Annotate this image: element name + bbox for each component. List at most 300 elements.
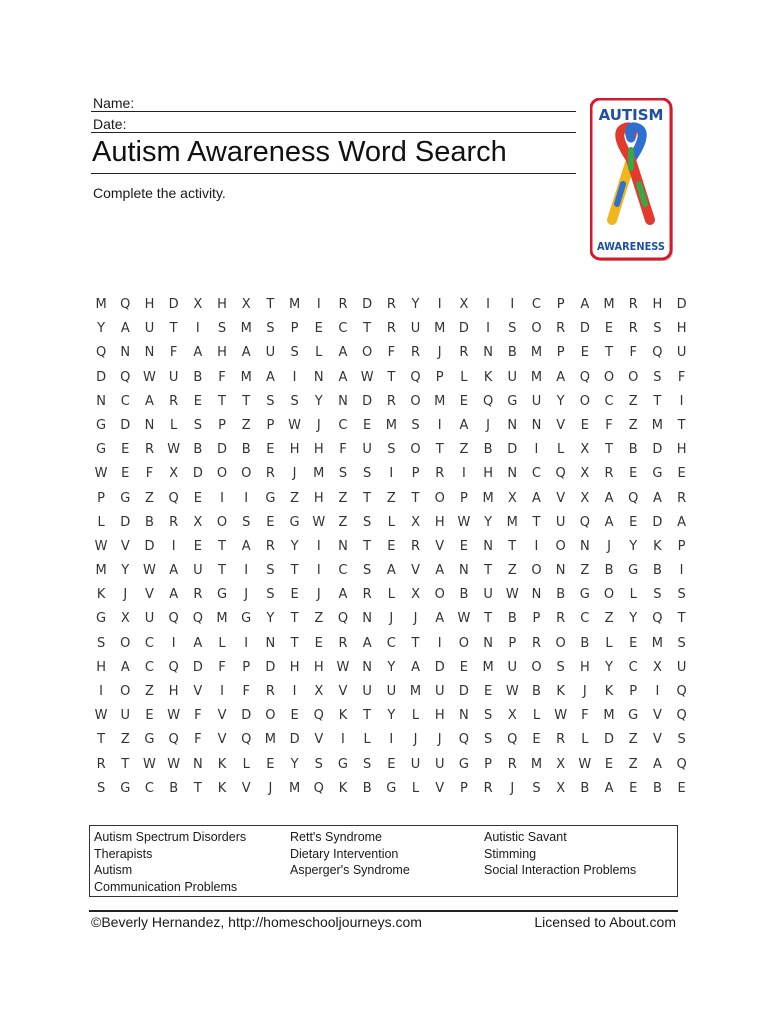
grid-letter: B [628,442,638,458]
grid-letter: Y [290,756,299,772]
grid-letter: A [604,490,614,506]
grid-letter: I [679,563,684,579]
grid-letter: S [96,780,106,796]
grid-row [89,731,694,755]
grid-letter: D [192,659,203,675]
grid-letter: D [217,442,228,458]
grid-letter: X [314,684,324,699]
grid-letter: O [531,321,542,337]
grid-letter: I [244,563,249,579]
grid-letter: U [362,442,372,458]
grid-letter: A [652,490,662,506]
grid-letter: B [362,780,372,796]
grid-letter: N [338,538,348,554]
word-item: Therapists [94,846,153,861]
grid-letter: Q [241,732,252,748]
grid-letter: U [193,563,203,579]
grid-letter: N [144,345,155,361]
grid-letter: R [338,297,348,312]
grid-letter: V [435,780,445,796]
grid-letter: G [96,611,107,627]
grid-row [89,344,694,368]
grid-letter: S [483,708,493,724]
grid-row [89,514,694,538]
grid-letter: Y [266,611,275,627]
grid-letter: Q [676,684,687,699]
grid-letter: G [241,611,252,627]
grid-letter: A [120,321,130,337]
grid-letter: S [193,417,202,433]
grid-letter: J [437,732,442,748]
grid-letter: O [410,393,421,409]
grid-letter: Z [628,756,638,772]
grid-letter: W [505,684,519,699]
grid-letter: Q [313,708,324,724]
grid-letter: F [605,417,613,433]
grid-letter: U [507,369,518,385]
grid-letter: W [167,442,181,458]
grid-letter: T [193,780,202,796]
grid-letter: U [144,321,155,337]
grid-letter: J [268,780,273,796]
grid-letter: N [144,417,155,433]
grid-letter: T [484,563,493,579]
grid-letter: N [338,393,348,409]
badge-bottom-text: AWARENESS [597,240,666,253]
grid-letter: A [120,659,130,675]
grid-row [89,610,694,634]
grid-letter: X [580,442,590,458]
grid-letter: S [217,321,227,337]
grid-letter: R [362,587,372,603]
grid-letter: H [434,514,445,530]
grid-letter: Z [314,611,324,627]
grid-letter: R [411,345,421,361]
grid-letter: F [339,442,347,458]
grid-letter: H [313,490,324,506]
grid-letter: W [94,708,108,724]
grid-letter: O [603,587,615,603]
grid-letter: D [652,514,663,530]
grid-letter: T [266,297,275,312]
grid-letter: Q [628,490,639,506]
grid-letter: N [531,587,542,603]
grid-letter: Y [411,297,420,312]
grid-letter: F [169,345,178,361]
grid-letter: K [483,369,493,385]
grid-letter: I [486,321,491,337]
grid-letter: E [266,756,275,772]
grid-letter: H [289,659,300,675]
grid-letter: N [120,345,131,361]
grid-letter: Z [241,417,251,433]
grid-letter: R [193,587,203,603]
grid-letter: S [96,635,106,651]
grid-letter: E [604,321,614,337]
grid-letter: B [193,442,203,458]
grid-letter: T [411,490,420,506]
word-item: Autism [94,863,133,877]
grid-letter: P [532,611,541,627]
grid-letter: D [652,442,663,458]
grid-letter: V [652,708,662,724]
grid-letter: I [679,393,684,409]
grid-letter: Q [652,611,663,627]
grid-letter: V [241,780,251,796]
grid-letter: K [338,708,348,724]
grid-letter: C [144,635,154,651]
grid-letter: T [169,321,178,337]
grid-letter: Q [555,466,566,482]
grid-letter: S [483,732,493,748]
grid-letter: D [96,369,107,385]
grid-letter: S [266,321,275,337]
grid-letter: E [459,659,469,675]
grid-letter: I [292,369,297,385]
grid-letter: C [604,393,614,409]
grid-letter: C [386,635,396,651]
grid-letter: B [507,345,517,361]
grid-letter: B [241,442,251,458]
grid-letter: I [316,297,321,312]
grid-letter: G [652,466,663,482]
grid-letter: T [121,756,130,772]
grid-letter: B [507,611,517,627]
grid-letter: E [121,442,130,458]
grid-letter: L [532,708,541,724]
grid-letter: I [437,297,442,312]
grid-row [89,707,694,731]
grid-letter: L [605,635,613,651]
grid-letter: Q [579,369,590,385]
grid-letter: J [316,417,321,433]
grid-letter: E [604,756,614,772]
grid-letter: C [628,659,638,675]
grid-letter: N [96,393,106,409]
grid-letter: U [434,684,445,699]
grid-letter: R [338,635,348,651]
grid-letter: V [145,587,154,603]
grid-letter: A [532,490,541,506]
grid-letter: O [241,466,252,482]
grid-letter: Q [168,659,179,675]
grid-letter: N [459,563,469,579]
grid-letter: P [411,466,420,482]
grid-letter: S [314,756,323,772]
word-item: Autistic Savant [484,830,567,844]
grid-letter: A [604,780,614,796]
grid-letter: H [289,442,300,458]
grid-letter: T [677,611,686,627]
grid-letter: I [244,490,249,506]
grid-letter: G [337,756,348,772]
grid-letter: E [145,708,154,724]
grid-letter: S [338,466,348,482]
grid-letter: C [144,780,154,796]
grid-letter: I [171,635,176,651]
grid-letter: P [556,297,565,312]
grid-letter: I [244,635,249,651]
grid-letter: E [459,393,469,409]
grid-letter: F [145,466,154,482]
grid-letter: A [411,659,420,675]
grid-letter: Q [120,297,131,312]
grid-letter: S [677,635,686,651]
grid-letter: D [434,659,445,675]
grid-letter: C [531,297,541,312]
grid-letter: R [556,611,566,627]
grid-letter: I [389,466,394,482]
grid-letter: Q [410,369,421,385]
grid-letter: B [193,369,203,385]
grid-letter: I [510,297,515,312]
grid-letter: S [363,466,372,482]
grid-letter: B [483,442,493,458]
word-list-column-3 [484,829,636,879]
grid-letter: S [411,417,420,433]
grid-letter: D [676,297,687,312]
grid-letter: V [435,538,445,554]
grid-letter: E [629,635,638,651]
grid-letter: F [581,708,589,724]
grid-letter: B [580,635,590,651]
word-item: Rett's Syndrome [290,830,383,844]
grid-letter: S [532,780,541,796]
grid-letter: M [530,369,543,385]
grid-letter: W [360,369,374,385]
grid-letter: Q [482,393,494,409]
grid-letter: G [96,442,107,458]
grid-letter: X [411,587,420,603]
grid-letter: E [459,538,469,554]
grid-letter: N [531,417,542,433]
grid-letter: D [168,297,179,312]
grid-letter: K [604,684,614,699]
grid-letter: S [653,321,662,337]
grid-letter: L [411,708,420,724]
grid-letter: Y [484,514,493,530]
grid-letter: Z [580,563,590,579]
grid-row [89,780,694,804]
grid-letter: P [97,490,106,506]
grid-letter: R [483,780,493,796]
grid-letter: G [458,756,469,772]
grid-letter: J [292,466,297,482]
grid-letter: R [507,756,517,772]
grid-letter: Y [387,708,396,724]
grid-letter: Q [676,708,687,724]
grid-letter: L [97,514,105,530]
grid-letter: S [290,345,299,361]
grid-letter: J [486,417,491,433]
grid-letter: A [435,563,445,579]
grid-letter: M [264,732,277,748]
grid-letter: U [676,345,687,361]
grid-letter: C [531,466,541,482]
grid-letter: E [629,514,638,530]
grid-letter: S [290,393,299,409]
grid-letter: E [677,780,686,796]
grid-letter: G [628,708,639,724]
word-item: Stimming [484,846,537,861]
grid-letter: W [457,611,471,627]
grid-letter: A [338,369,348,385]
letter-grid [89,296,694,804]
grid-letter: V [556,417,566,433]
grid-letter: W [578,756,592,772]
grid-letter: E [580,345,589,361]
name-label: Name: [93,95,135,111]
grid-letter: R [169,514,179,530]
grid-letter: Q [95,345,107,361]
grid-letter: W [143,563,156,579]
grid-letter: I [437,635,442,651]
grid-letter: X [652,659,662,675]
grid-letter: Z [338,514,348,530]
grid-letter: Y [314,393,323,409]
grid-letter: X [459,297,469,312]
grid-letter: U [168,369,179,385]
grid-letter: Z [628,732,638,748]
grid-letter: V [120,538,130,554]
grid-letter: D [120,417,131,433]
grid-letter: G [144,732,155,748]
grid-letter: A [169,563,179,579]
grid-letter: H [579,659,590,675]
grid-letter: G [289,514,300,530]
grid-letter: E [387,756,396,772]
grid-letter: Y [605,659,613,675]
date-label: Date: [93,116,127,132]
word-list-column-2 [290,829,410,879]
grid-letter: U [507,659,518,675]
grid-letter: P [677,538,686,554]
grid-letter: I [655,684,660,699]
grid-letter: G [265,490,276,506]
grid-letter: A [241,538,251,554]
grid-letter: T [387,369,396,385]
grid-letter: Q [168,611,179,627]
grid-letter: J [510,780,515,796]
grid-letter: V [314,732,324,748]
grid-letter: J [437,345,442,361]
grid-row [89,562,694,586]
grid-letter: R [628,321,638,337]
grid-letter: D [579,321,590,337]
grid-letter: P [459,490,468,506]
grid-letter: U [265,345,276,361]
page-title: Autism Awareness Word Search [92,136,507,168]
grid-letter: N [265,635,276,651]
grid-letter: M [434,321,446,337]
grid-letter: A [580,297,590,312]
grid-letter: E [483,684,493,699]
grid-letter: I [220,684,224,699]
grid-letter: Z [459,442,469,458]
grid-letter: U [434,756,445,772]
grid-row [89,417,694,441]
grid-letter: I [486,297,491,312]
grid-letter: R [265,466,275,482]
grid-letter: E [314,635,323,651]
grid-letter: J [413,611,418,627]
grid-row [89,756,694,780]
grid-row [89,586,694,610]
grid-letter: Q [313,780,324,796]
grid-letter: R [411,538,421,554]
grid-letter: E [629,780,638,796]
grid-letter: Z [120,732,130,748]
grid-letter: B [145,514,154,530]
grid-row [89,465,694,489]
grid-letter: C [120,393,130,409]
grid-letter: J [389,611,394,627]
grid-letter: G [216,587,228,603]
grid-letter: X [120,611,130,627]
grid-letter: A [362,635,372,651]
word-item: Asperger's Syndrome [290,863,410,877]
grid-letter: N [579,538,590,554]
grid-letter: L [460,369,468,385]
grid-letter: V [193,684,203,699]
grid-letter: Q [507,732,518,748]
grid-letter: S [556,659,565,675]
grid-letter: N [483,635,493,651]
grid-letter: A [265,369,275,385]
grid-letter: I [220,490,224,506]
grid-letter: D [120,514,131,530]
grid-letter: H [144,297,155,312]
grid-letter: A [677,514,687,530]
grid-row [89,490,694,514]
grid-letter: Z [290,490,300,506]
grid-letter: T [97,732,106,748]
grid-letter: T [363,490,372,506]
grid-letter: D [192,466,203,482]
grid-letter: R [169,393,179,409]
grid-letter: S [266,587,275,603]
grid-letter: D [362,393,373,409]
grid-letter: R [386,393,396,409]
grid-letter: R [265,684,275,699]
grid-letter: B [459,587,469,603]
grid-letter: N [313,369,324,385]
grid-letter: J [607,538,611,554]
grid-letter: H [676,442,687,458]
grid-letter: F [218,369,226,385]
grid-letter: H [313,659,324,675]
grid-letter: W [336,659,350,675]
grid-letter: W [167,708,181,724]
grid-letter: K [96,587,106,603]
grid-letter: D [289,732,300,748]
grid-row [89,659,694,683]
grid-letter: R [144,442,154,458]
grid-letter: W [94,466,108,482]
grid-letter: U [555,514,566,530]
grid-letter: A [338,345,348,361]
grid-letter: S [363,563,372,579]
grid-letter: W [505,587,519,603]
grid-letter: L [363,732,371,748]
grid-letter: B [580,780,590,796]
grid-letter: O [434,490,445,506]
grid-letter: M [95,563,107,579]
grid-letter: M [530,345,543,361]
grid-letter: A [435,611,445,627]
grid-letter: A [241,345,251,361]
grid-letter: H [217,297,227,312]
